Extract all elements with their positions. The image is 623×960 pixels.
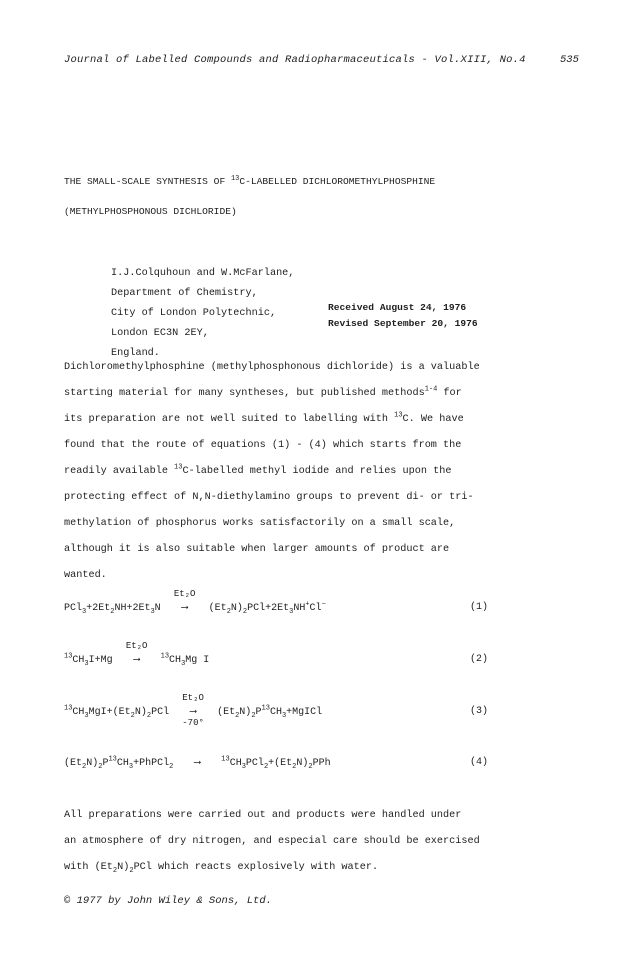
journal-header: Journal of Labelled Compounds and Radiopharmaceuticals - Vol.XIII, No.4 bbox=[64, 54, 526, 66]
equation-number: (4) bbox=[470, 757, 489, 768]
isotope-sup: 13 bbox=[394, 411, 403, 420]
body-text: for bbox=[437, 388, 462, 399]
body-line bbox=[64, 407, 564, 433]
body-text: its preparation are not well suited to labelling with bbox=[64, 414, 395, 425]
title-part-2: C-LABELLED DICHLOROMETHYLPHOSPHINE bbox=[239, 176, 436, 187]
body-line: methylation of phosphorus works satisfactorily on a small scale, bbox=[64, 518, 456, 529]
body-line: protecting effect of N,N-diethylamino groups to prevent di- or tri- bbox=[64, 492, 474, 503]
dates-block bbox=[328, 300, 478, 332]
revised-date: Revised September 20, 1976 bbox=[328, 318, 478, 329]
copyright-notice: © 1977 by John Wiley & Sons, Ltd. bbox=[64, 895, 272, 907]
citation-sup: 1-4 bbox=[424, 385, 438, 394]
received-date: Received August 24, 1976 bbox=[328, 302, 467, 313]
body-text: C-labelled methyl iodide and relies upon the bbox=[182, 466, 452, 477]
reaction-arrow: Et₂O ⟶ bbox=[119, 654, 155, 666]
affiliation-line: London EC3N 2EY, bbox=[111, 328, 209, 339]
equation-3: $^{13}CH_3MgI+(Et_2N)_2PCl$ Et₂O ⟶ -70° $(Et_2N)_2P^{13}CH_3+MgICl$ bbox=[64, 693, 323, 728]
reaction-arrow: Et₂O ⟶ -70° bbox=[175, 706, 211, 718]
reagent-label: Et₂O bbox=[125, 641, 148, 651]
page-number: 535 bbox=[560, 54, 579, 66]
equation-2: $^{13}CH_3I+Mg$ Et₂O ⟶ $^{13}CH_3Mg$ I bbox=[64, 641, 210, 668]
reaction-arrow: ⟶ bbox=[194, 758, 201, 769]
body-text: readily available bbox=[64, 466, 175, 477]
body-line bbox=[64, 459, 564, 485]
body-line: although it is also suitable when larger amounts of product are bbox=[64, 544, 450, 555]
article-subtitle: (METHYLPHOSPHONOUS DICHLORIDE) bbox=[64, 206, 237, 217]
body-line: wanted. bbox=[64, 570, 107, 581]
equation-1: $PCl_3+2Et_2NH+2Et_3N$ Et₂O ⟶ $(Et_2N)_2PCl+2Et_3NH^+Cl^-$ bbox=[64, 589, 326, 616]
reagent-label: Et₂O bbox=[173, 589, 196, 599]
reaction-arrow: Et₂O ⟶ bbox=[167, 602, 203, 614]
body-text: PCl which reacts explosively with water. bbox=[133, 862, 379, 873]
title-isotope-sup: 13 bbox=[230, 174, 240, 183]
equation-4: $(Et_2N)_2P^{13}CH_3+PhPCl_2$ ⟶ $^{13}CH_3PCl_2+(Et_2N)_2PPh$ bbox=[64, 755, 331, 771]
body-line bbox=[64, 381, 564, 407]
body-text: N) bbox=[117, 862, 130, 873]
isotope-sup: 13 bbox=[174, 463, 183, 472]
affiliation-line: England. bbox=[111, 348, 160, 359]
body-line: with $(Et_2N)_2PCl$ which reacts explosively with water. bbox=[64, 862, 379, 876]
affiliation-line: City of London Polytechnic, bbox=[111, 308, 277, 319]
body-line: All preparations were carried out and products were handled under bbox=[64, 810, 462, 821]
reagent-label: Et₂O bbox=[182, 693, 204, 703]
equation-number: (2) bbox=[470, 654, 489, 665]
affiliation-line: Department of Chemistry, bbox=[111, 288, 258, 299]
body-line: Dichloromethylphosphine (methylphosphonous dichloride) is a valuable bbox=[64, 362, 480, 373]
author-block bbox=[111, 264, 294, 364]
body-paragraph-2 bbox=[64, 803, 480, 881]
temperature-label: -70° bbox=[182, 718, 204, 728]
equation-number: (3) bbox=[470, 706, 489, 717]
body-text: C. We have bbox=[402, 414, 464, 425]
body-line: an atmosphere of dry nitrogen, and especial care should be exercised bbox=[64, 836, 480, 847]
body-text: starting material for many syntheses, but published methods bbox=[64, 388, 425, 399]
body-text: with (Et bbox=[64, 862, 113, 873]
body-line: found that the route of equations (1) - (4) which starts from the bbox=[64, 440, 462, 451]
article-title bbox=[64, 176, 435, 187]
author-names: I.J.Colquhoun and W.McFarlane, bbox=[111, 268, 295, 279]
title-part-1: THE SMALL-SCALE SYNTHESIS OF bbox=[64, 176, 231, 187]
body-paragraph bbox=[64, 355, 564, 589]
equation-number: (1) bbox=[470, 602, 489, 613]
